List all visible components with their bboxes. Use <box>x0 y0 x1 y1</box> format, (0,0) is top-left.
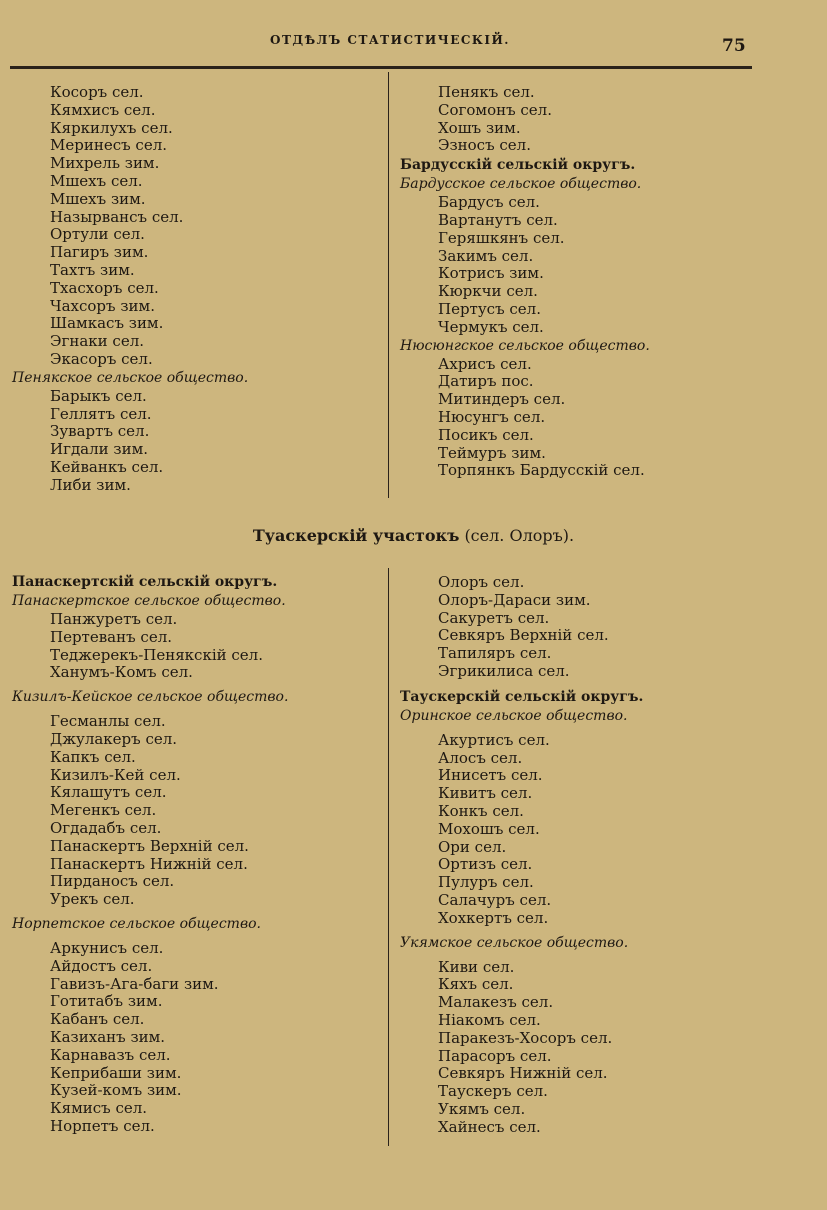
settlement-entry: Хохкертъ сел. <box>438 908 549 927</box>
settlement-entry: Бардусъ сел. <box>438 193 540 212</box>
settlement-entry: Зувартъ сел. <box>50 422 150 441</box>
settlement-entry: Ханумъ-Комъ сел. <box>50 663 193 682</box>
settlement-entry: Паракезъ-Хосоръ сел. <box>438 1028 613 1047</box>
top-left-column <box>12 84 248 495</box>
bottom-left-column <box>12 572 288 1136</box>
entry-list <box>400 732 643 928</box>
settlement-entry: Норпетъ сел. <box>50 1116 155 1135</box>
settlement-entry: Аркунисъ сел. <box>50 938 164 957</box>
settlement-entry: Киви сел. <box>438 957 515 976</box>
settlement-entry: Игдали зим. <box>50 440 149 459</box>
settlement-entry: Кейванкъ сел. <box>50 457 164 476</box>
settlement-entry: Тхасхоръ сел. <box>50 278 159 297</box>
settlement-entry: Сакуретъ сел. <box>438 608 550 627</box>
settlement-entry: Пертусъ сел. <box>438 299 541 318</box>
settlement-entry: Шамкасъ зим. <box>50 314 164 333</box>
settlement-entry: Мегенкъ сел. <box>50 801 157 820</box>
settlement-entry: Эгрикилиса сел. <box>438 661 570 680</box>
section-title-main: Туаскерскій участокъ <box>252 526 460 545</box>
settlement-entry: Ори сел. <box>438 837 507 856</box>
settlement-entry: Кямхисъ сел. <box>50 100 156 119</box>
settlement-entry: Либи зим. <box>50 475 131 494</box>
society-heading: Бардусское сельское общество. <box>400 176 642 193</box>
settlement-entry: Эзносъ сел. <box>438 136 531 155</box>
settlement-entry: Гесманлы сел. <box>50 712 166 731</box>
header-rule <box>10 66 752 69</box>
entry-list <box>400 574 643 681</box>
settlement-entry: Кяркилухъ сел. <box>50 118 173 137</box>
settlement-entry: Барыкъ сел. <box>50 386 147 405</box>
settlement-entry: Огдадабъ сел. <box>50 818 162 837</box>
entry-list <box>12 388 248 495</box>
settlement-entry: Парасоръ сел. <box>438 1046 552 1065</box>
settlement-entry: Тахтъ зим. <box>50 260 135 279</box>
settlement-entry: Кямисъ сел. <box>50 1099 148 1118</box>
entry-list <box>400 356 650 481</box>
settlement-entry: Пертеванъ сел. <box>50 627 173 646</box>
entry-list <box>12 611 288 682</box>
settlement-entry: Укямъ сел. <box>438 1099 526 1118</box>
settlement-entry: Таускеръ сел. <box>438 1082 548 1101</box>
settlement-entry: Пагиръ зим. <box>50 243 149 262</box>
settlement-entry: Вартанутъ сел. <box>438 210 558 229</box>
settlement-entry: Кузей-комъ зим. <box>50 1081 182 1100</box>
settlement-entry: Кюркчи сел. <box>438 282 538 301</box>
settlement-entry: Экасоръ сел. <box>50 349 153 368</box>
society-heading: Панаскертское сельское общество. <box>12 593 286 609</box>
district-heading: Панаскертскій сельскій округъ. <box>12 574 278 590</box>
settlement-entry: Севкяръ Верхній сел. <box>438 626 609 645</box>
district-heading: Бардусскій сельскій округъ. <box>400 157 636 174</box>
settlement-entry: Хайнесъ сел. <box>438 1117 541 1136</box>
settlement-entry: Чермукъ сел. <box>438 317 544 336</box>
society-heading: Пенякское сельское общество. <box>12 369 249 386</box>
settlement-entry: Чахсоръ зим. <box>50 296 155 315</box>
society-heading: Кизилъ-Кейское сельское общество. <box>12 689 289 706</box>
settlement-entry: Кеприбаши зим. <box>50 1063 182 1082</box>
settlement-entry: Мшехъ зим. <box>50 189 146 208</box>
settlement-entry: Кабанъ сел. <box>50 1010 145 1029</box>
settlement-entry: Пирданосъ сел. <box>50 872 175 891</box>
page-number: 75 <box>722 36 746 56</box>
society-heading: Оринское сельское общество. <box>400 707 628 724</box>
entry-list <box>400 194 650 336</box>
district-heading: Таускерскій сельскій округъ. <box>400 688 644 705</box>
settlement-entry: Ніакомъ сел. <box>438 1010 541 1029</box>
settlement-entry: Пулуръ сел. <box>438 873 534 892</box>
settlement-entry: Казиханъ зим. <box>50 1027 166 1046</box>
settlement-entry: Геллятъ сел. <box>50 404 152 423</box>
settlement-entry: Панаскертъ Верхній сел. <box>50 836 249 855</box>
settlement-entry: Назырвансъ сел. <box>50 207 184 226</box>
settlement-entry: Кизилъ-Кей сел. <box>50 765 181 784</box>
settlement-entry: Ортизъ сел. <box>438 855 533 874</box>
settlement-entry: Алосъ сел. <box>438 748 523 767</box>
society-heading: Норпетское сельское общество. <box>12 915 261 932</box>
settlement-entry: Кивитъ сел. <box>438 784 533 803</box>
society-heading: Нюсюнгское сельское общество. <box>400 337 650 354</box>
settlement-entry: Севкяръ Нижній сел. <box>438 1064 608 1083</box>
settlement-entry: Геряшкянъ сел. <box>438 228 565 247</box>
settlement-entry: Нюсунгъ сел. <box>438 407 546 426</box>
settlement-entry: Митиндеръ сел. <box>438 390 566 409</box>
running-head: ОТДѢЛЪ СТАТИСТИЧЕСКІЙ. <box>270 33 510 47</box>
settlement-entry: Акуртисъ сел. <box>438 730 550 749</box>
entry-list <box>12 84 248 369</box>
settlement-entry: Хошъ зим. <box>438 118 521 137</box>
settlement-entry: Панжуретъ сел. <box>50 610 178 628</box>
settlement-entry: Ахрисъ сел. <box>438 354 532 373</box>
settlement-entry: Мшехъ сел. <box>50 171 143 190</box>
entry-list <box>400 959 643 1137</box>
settlement-entry: Айдостъ сел. <box>50 956 153 975</box>
settlement-entry: Капкъ сел. <box>50 747 136 766</box>
settlement-entry: Урекъ сел. <box>50 890 135 909</box>
settlement-entry: Теджерекъ-Пенякскій сел. <box>50 645 263 664</box>
entry-list <box>12 713 288 909</box>
settlement-entry: Олоръ-Дараси зим. <box>438 590 591 609</box>
settlement-entry: Датиръ пос. <box>438 372 534 391</box>
settlement-entry: Олоръ сел. <box>438 573 525 591</box>
settlement-entry: Мохошъ сел. <box>438 819 540 838</box>
settlement-entry: Теймуръ зим. <box>438 443 546 462</box>
settlement-entry: Малакезъ сел. <box>438 993 554 1012</box>
settlement-entry: Джулакеръ сел. <box>50 729 178 748</box>
section-title <box>0 526 827 545</box>
settlement-entry: Торпянкъ Бардусскій сел. <box>438 461 645 480</box>
settlement-entry: Гавизъ-Ага-баги зим. <box>50 974 219 993</box>
settlement-entry: Готитабъ зим. <box>50 992 163 1011</box>
settlement-entry: Конкъ сел. <box>438 801 524 820</box>
settlement-entry: Меринесъ сел. <box>50 136 167 155</box>
column-divider <box>388 568 389 1146</box>
settlement-entry: Пенякъ сел. <box>438 83 535 101</box>
entry-list <box>400 84 650 155</box>
settlement-entry: Кялашутъ сел. <box>50 783 167 802</box>
settlement-entry: Кяхъ сел. <box>438 975 514 994</box>
settlement-entry: Косоръ сел. <box>50 83 144 101</box>
settlement-entry: Котрисъ зим. <box>438 264 544 283</box>
top-right-column <box>400 84 650 480</box>
settlement-entry: Тапиляръ сел. <box>438 644 552 663</box>
settlement-entry: Инисетъ сел. <box>438 766 543 785</box>
settlement-entry: Закимъ сел. <box>438 246 534 265</box>
settlement-entry: Эгнаки сел. <box>50 332 144 351</box>
settlement-entry: Салачуръ сел. <box>438 890 552 909</box>
settlement-entry: Михрель зим. <box>50 154 160 173</box>
column-divider <box>388 72 389 498</box>
section-title-sub: (сел. Олоръ). <box>464 526 575 545</box>
settlement-entry: Ортули сел. <box>50 225 145 244</box>
bottom-right-column <box>400 574 643 1137</box>
settlement-entry: Посикъ сел. <box>438 425 534 444</box>
settlement-entry: Панаскертъ Нижній сел. <box>50 854 248 873</box>
society-heading: Укямское сельское общество. <box>400 934 629 951</box>
settlement-entry: Согомонъ сел. <box>438 100 552 119</box>
entry-list <box>12 940 288 1136</box>
settlement-entry: Карнавазъ сел. <box>50 1045 171 1064</box>
